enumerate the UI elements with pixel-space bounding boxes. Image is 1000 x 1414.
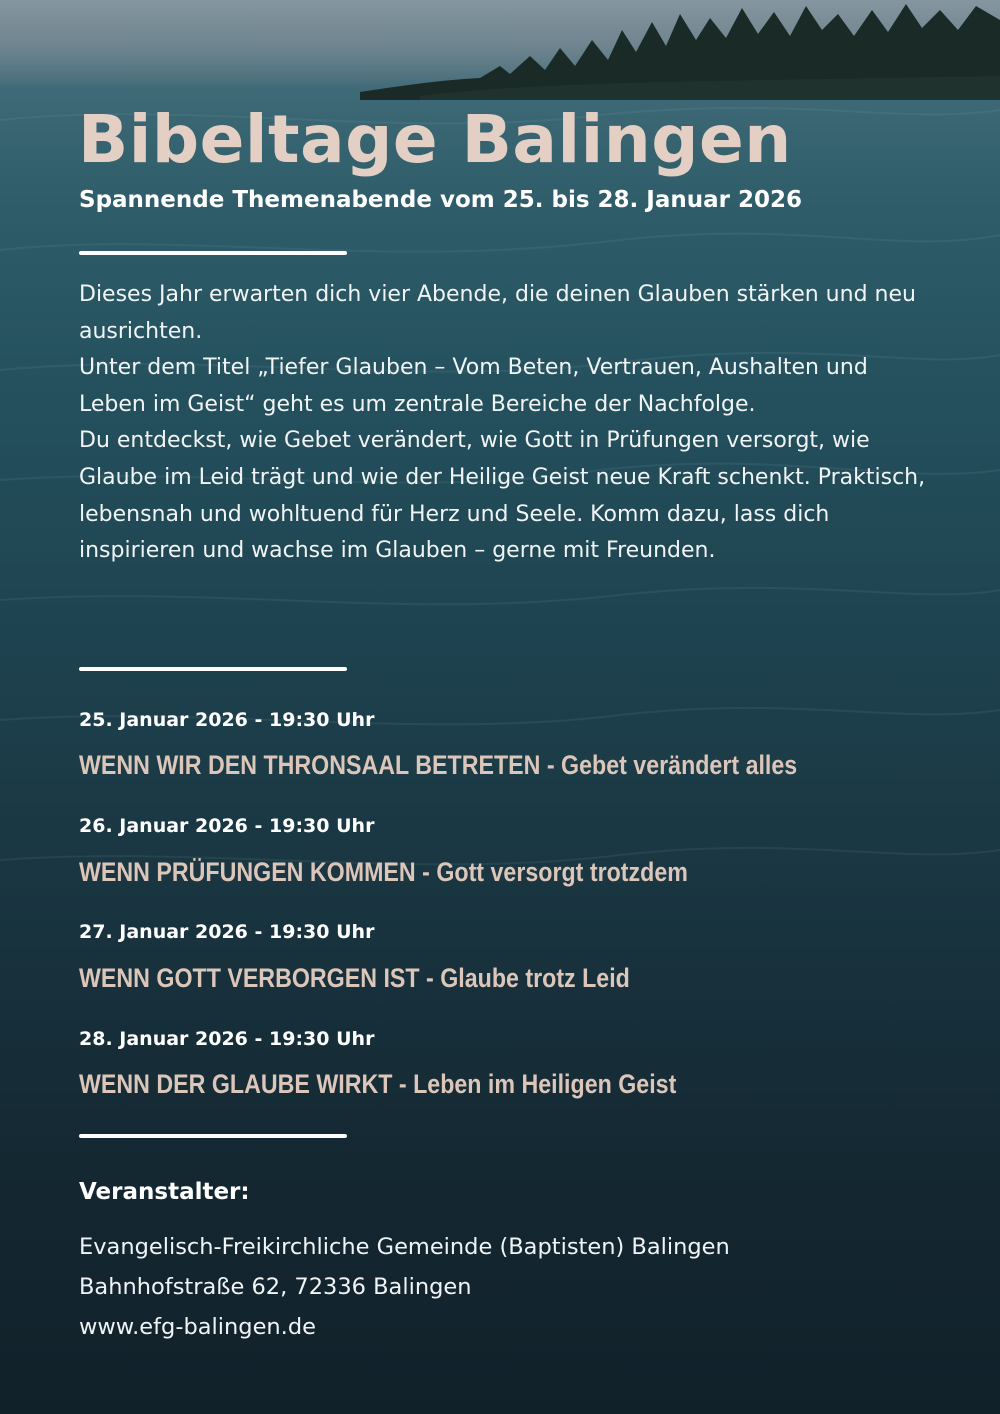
event-theme: WENN DER GLAUBE WIRKT — [79, 1069, 393, 1099]
event-subtitle: Gott versorgt trotzdem — [436, 857, 688, 887]
intro-paragraph: Dieses Jahr erwarten dich vier Abende, die deinen Glauben stärken und neu ausrichten. — [79, 282, 916, 344]
organizer-address: Bahnhofstraße 62, 72336 Balingen — [79, 1274, 472, 1300]
intro-paragraph: Du entdeckst, wie Gebet verändert, wie Gott in Prüfungen versorgt, wie Glaube im Leid trägt und wie der Heilige Geist neue Kraft schenkt. Praktisch, lebensnah und wohltuend für Herz und Seele. Komm dazu, lass dich inspirieren und wachse im Glauben – gerne mit Freunden. — [79, 428, 926, 564]
page-title: Bibeltage Balingen — [78, 101, 792, 178]
event-date: 25. Januar 2026 - 19:30 Uhr — [79, 709, 375, 731]
event-theme: WENN GOTT VERBORGEN IST — [79, 963, 420, 993]
page-subtitle: Spannende Themenabende vom 25. bis 28. Januar 2026 — [79, 187, 802, 213]
event-title: WENN PRÜFUNGEN KOMMEN - Gott versorgt trotzdem — [79, 857, 688, 887]
event-title: WENN DER GLAUBE WIRKT - Leben im Heiligen Geist — [79, 1069, 677, 1099]
event-date: 26. Januar 2026 - 19:30 Uhr — [79, 815, 375, 837]
event-title: WENN WIR DEN THRONSAAL BETRETEN - Gebet verändert alles — [79, 750, 798, 780]
intro-paragraph: Unter dem Titel „Tiefer Glauben – Vom Beten, Vertrauen, Aushalten und Leben im Geist“ geht es um zentrale Bereiche der Nachfolge. — [79, 355, 868, 417]
divider-middle — [79, 667, 347, 671]
organizer-website-link[interactable]: www.efg-balingen.de — [79, 1314, 316, 1340]
divider-top — [79, 251, 347, 255]
divider-bottom — [79, 1134, 347, 1138]
event-title: WENN GOTT VERBORGEN IST - Glaube trotz Leid — [79, 963, 630, 993]
organizer-name: Evangelisch-Freikirchliche Gemeinde (Baptisten) Balingen — [79, 1234, 730, 1260]
event-date: 27. Januar 2026 - 19:30 Uhr — [79, 921, 375, 943]
organizer-details — [79, 1227, 730, 1347]
intro-text — [79, 277, 939, 570]
event-theme: WENN PRÜFUNGEN KOMMEN — [79, 857, 416, 887]
event-date: 28. Januar 2026 - 19:30 Uhr — [79, 1028, 375, 1050]
event-subtitle: Leben im Heiligen Geist — [413, 1069, 677, 1099]
event-subtitle: Glaube trotz Leid — [440, 963, 630, 993]
organizer-heading: Veranstalter: — [79, 1179, 250, 1205]
event-theme: WENN WIR DEN THRONSAAL BETRETEN — [79, 750, 541, 780]
event-subtitle: Gebet verändert alles — [561, 750, 798, 780]
